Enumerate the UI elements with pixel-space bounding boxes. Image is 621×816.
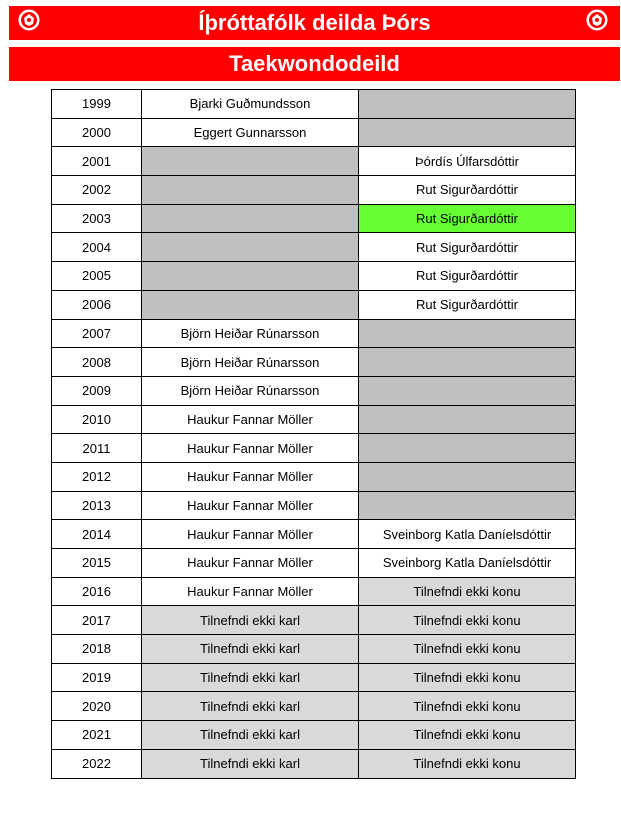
- male-athlete-cell: Haukur Fannar Möller: [142, 462, 359, 491]
- male-athlete-cell: Bjarki Guðmundsson: [142, 90, 359, 119]
- table-row: [52, 204, 576, 233]
- year-cell: 2019: [52, 663, 142, 692]
- male-athlete-cell: Haukur Fannar Möller: [142, 491, 359, 520]
- table-row: [52, 577, 576, 606]
- female-athlete-cell: Tilnefndi ekki konu: [359, 749, 576, 778]
- year-cell: 2003: [52, 204, 142, 233]
- year-cell: 2008: [52, 348, 142, 377]
- table-row: [52, 348, 576, 377]
- table-row: [52, 290, 576, 319]
- female-athlete-cell: [359, 90, 576, 119]
- table-row: [52, 549, 576, 578]
- year-cell: 2007: [52, 319, 142, 348]
- female-athlete-cell: [359, 405, 576, 434]
- club-logo-icon: [586, 9, 608, 31]
- female-athlete-cell: Rut Sigurðardóttir: [359, 204, 576, 233]
- year-cell: 2014: [52, 520, 142, 549]
- male-athlete-cell: Haukur Fannar Möller: [142, 577, 359, 606]
- table-row: [52, 176, 576, 205]
- female-athlete-cell: Sveinborg Katla Daníelsdóttir: [359, 520, 576, 549]
- year-cell: 2006: [52, 290, 142, 319]
- female-athlete-cell: [359, 348, 576, 377]
- male-athlete-cell: [142, 290, 359, 319]
- page-title: Íþróttafólk deilda Þórs: [198, 10, 431, 35]
- athletes-table: [51, 89, 576, 779]
- year-cell: 2000: [52, 118, 142, 147]
- year-cell: 2005: [52, 262, 142, 291]
- female-athlete-cell: [359, 434, 576, 463]
- female-athlete-cell: [359, 491, 576, 520]
- year-cell: 2018: [52, 635, 142, 664]
- male-athlete-cell: Haukur Fannar Möller: [142, 405, 359, 434]
- male-athlete-cell: [142, 204, 359, 233]
- male-athlete-cell: Haukur Fannar Möller: [142, 434, 359, 463]
- female-athlete-cell: Tilnefndi ekki konu: [359, 721, 576, 750]
- female-athlete-cell: Tilnefndi ekki konu: [359, 635, 576, 664]
- female-athlete-cell: [359, 319, 576, 348]
- male-athlete-cell: Tilnefndi ekki karl: [142, 606, 359, 635]
- year-cell: 2001: [52, 147, 142, 176]
- table-row: [52, 233, 576, 262]
- table-row: [52, 405, 576, 434]
- male-athlete-cell: Tilnefndi ekki karl: [142, 635, 359, 664]
- male-athlete-cell: Tilnefndi ekki karl: [142, 692, 359, 721]
- male-athlete-cell: Björn Heiðar Rúnarsson: [142, 376, 359, 405]
- table-row: [52, 692, 576, 721]
- table-row: [52, 721, 576, 750]
- male-athlete-cell: Haukur Fannar Möller: [142, 520, 359, 549]
- year-cell: 2004: [52, 233, 142, 262]
- male-athlete-cell: [142, 233, 359, 262]
- year-cell: 2012: [52, 462, 142, 491]
- table-row: [52, 376, 576, 405]
- year-cell: 2013: [52, 491, 142, 520]
- female-athlete-cell: Rut Sigurðardóttir: [359, 176, 576, 205]
- year-cell: 2010: [52, 405, 142, 434]
- male-athlete-cell: Tilnefndi ekki karl: [142, 749, 359, 778]
- table-row: [52, 462, 576, 491]
- year-cell: 1999: [52, 90, 142, 119]
- page-title-banner: [9, 6, 620, 40]
- female-athlete-cell: Rut Sigurðardóttir: [359, 290, 576, 319]
- table-row: [52, 635, 576, 664]
- female-athlete-cell: [359, 118, 576, 147]
- year-cell: 2017: [52, 606, 142, 635]
- table-row: [52, 606, 576, 635]
- table-row: [52, 262, 576, 291]
- male-athlete-cell: Björn Heiðar Rúnarsson: [142, 348, 359, 377]
- table-row: [52, 663, 576, 692]
- male-athlete-cell: Eggert Gunnarsson: [142, 118, 359, 147]
- male-athlete-cell: Haukur Fannar Möller: [142, 549, 359, 578]
- year-cell: 2022: [52, 749, 142, 778]
- year-cell: 2011: [52, 434, 142, 463]
- year-cell: 2020: [52, 692, 142, 721]
- female-athlete-cell: Sveinborg Katla Daníelsdóttir: [359, 549, 576, 578]
- female-athlete-cell: [359, 462, 576, 491]
- table-row: [52, 118, 576, 147]
- female-athlete-cell: Rut Sigurðardóttir: [359, 233, 576, 262]
- table-row: [52, 319, 576, 348]
- female-athlete-cell: Þórdís Úlfarsdóttir: [359, 147, 576, 176]
- male-athlete-cell: Tilnefndi ekki karl: [142, 663, 359, 692]
- male-athlete-cell: Tilnefndi ekki karl: [142, 721, 359, 750]
- year-cell: 2002: [52, 176, 142, 205]
- club-logo-icon: [18, 9, 40, 31]
- table-row: [52, 749, 576, 778]
- male-athlete-cell: [142, 147, 359, 176]
- female-athlete-cell: Tilnefndi ekki konu: [359, 606, 576, 635]
- table-row: [52, 147, 576, 176]
- year-cell: 2016: [52, 577, 142, 606]
- female-athlete-cell: Tilnefndi ekki konu: [359, 577, 576, 606]
- female-athlete-cell: [359, 376, 576, 405]
- year-cell: 2015: [52, 549, 142, 578]
- section-title-banner: [9, 47, 620, 81]
- year-cell: 2021: [52, 721, 142, 750]
- male-athlete-cell: [142, 176, 359, 205]
- male-athlete-cell: [142, 262, 359, 291]
- table-row: [52, 491, 576, 520]
- table-row: [52, 90, 576, 119]
- female-athlete-cell: Tilnefndi ekki konu: [359, 663, 576, 692]
- female-athlete-cell: Rut Sigurðardóttir: [359, 262, 576, 291]
- male-athlete-cell: Björn Heiðar Rúnarsson: [142, 319, 359, 348]
- year-cell: 2009: [52, 376, 142, 405]
- table-row: [52, 434, 576, 463]
- female-athlete-cell: Tilnefndi ekki konu: [359, 692, 576, 721]
- table-row: [52, 520, 576, 549]
- section-title: Taekwondodeild: [229, 51, 400, 76]
